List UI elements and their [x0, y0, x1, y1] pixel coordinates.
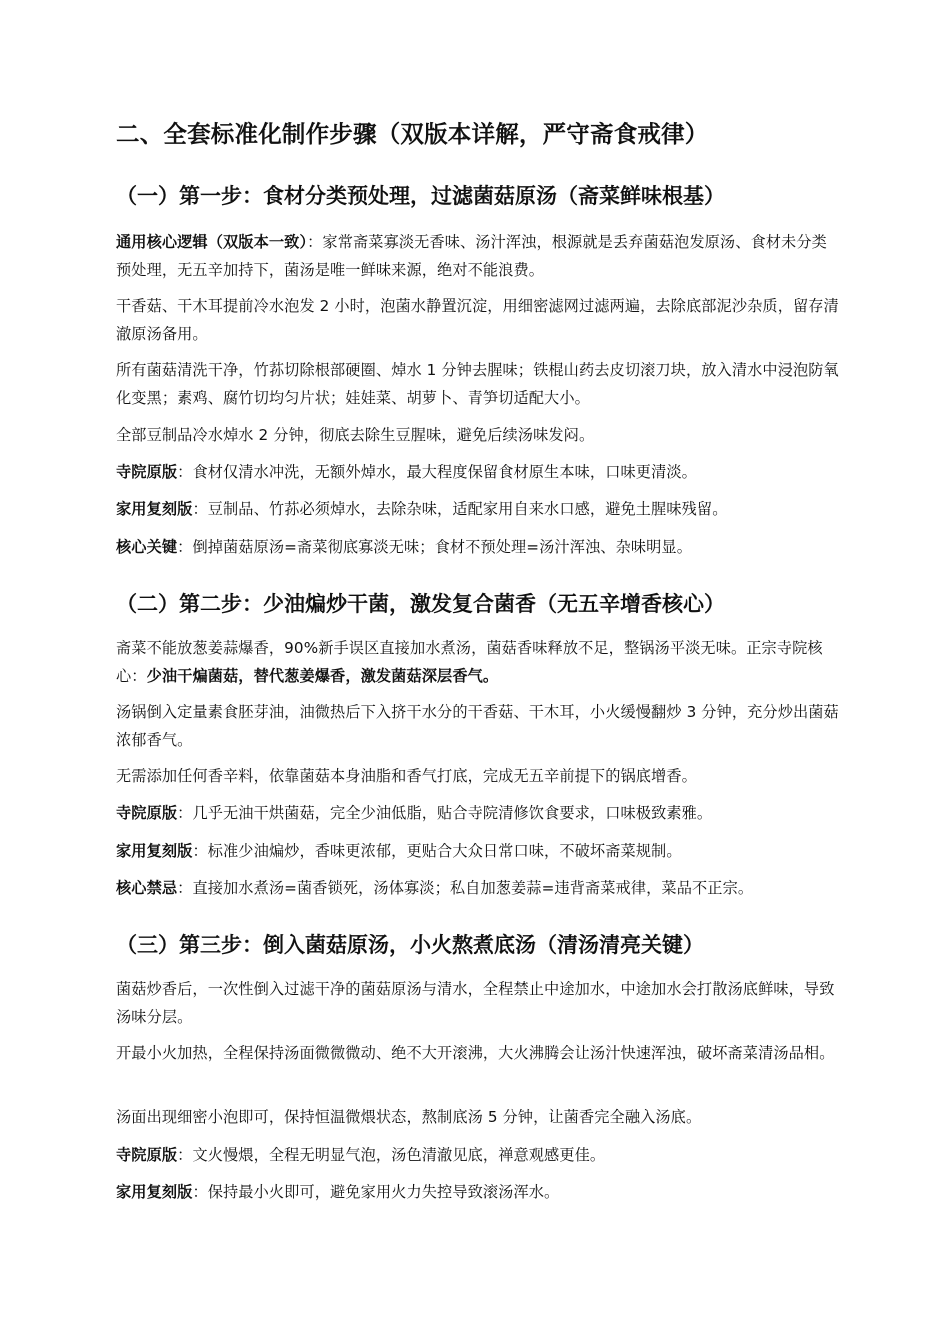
step2-paragraph-noseasoning: 无需添加任何香辛料，依靠菌菇本身油脂和香气打底，完成无五辛前提下的锅底增香。 [116, 767, 697, 785]
step3-temple-version [116, 1141, 842, 1169]
step1-paragraph-soak: 干香菇、干木耳提前冷水泡发 2 小时，泡菌水静置沉淀，用细密滤网过滤两遍，去除底部泥沙杂质，留存清澈原汤备用。 [116, 297, 839, 343]
temple-version-label: 寺院原版 [116, 1146, 178, 1164]
step2-home-version [116, 837, 842, 865]
step3-paragraph-pour: 菌菇炒香后，一次性倒入过滤干净的菌菇原汤与清水，全程禁止中途加水，中途加水会打散汤底鲜味，导致汤味分层。 [116, 980, 835, 1026]
step2-temple-version [116, 799, 842, 827]
home-version-label: 家用复刻版 [116, 1183, 193, 1201]
taboo-label: 核心禁忌 [116, 879, 178, 897]
temple-version-text: ：几乎无油干烘菌菇，完全少油低脂，贴合寺院清修饮食要求，口味极致素雅。 [177, 804, 713, 822]
step1-paragraph-blanch: 全部豆制品冷水焯水 2 分钟，彻底去除生豆腥味，避免后续汤味发闷。 [116, 426, 595, 444]
temple-version-label: 寺院原版 [116, 463, 178, 481]
home-version-text: ：保持最小火即可，避免家用火力失控导致滚汤浑水。 [192, 1183, 560, 1201]
step1-home-version [116, 495, 842, 523]
temple-version-label: 寺院原版 [116, 804, 178, 822]
step2-intro-text: 斋菜不能放葱姜蒜爆香，90%新手误区直接加水煮汤，菌菇香味释放不足，整锅汤平淡无味。正宗寺院核心： [116, 639, 823, 685]
home-version-text: ：标准少油煸炒，香味更浓郁，更贴合大众日常口味，不破坏斋菜规制。 [192, 842, 682, 860]
step3-home-version [116, 1178, 842, 1206]
key-point-label: 核心关键 [116, 538, 178, 556]
step3-heading: （三）第三步：倒入菌菇原汤，小火熬煮底汤（清汤清亮关键） [116, 933, 704, 957]
step1-logic-label: 通用核心逻辑（双版本一致） [116, 233, 308, 251]
step1-paragraph-logic [116, 228, 842, 284]
step2-intro-bold: 少油干煸菌菇，替代葱姜爆香，激发菌菇深层香气。 [146, 667, 499, 685]
step2-heading: （二）第二步：少油煸炒干菌，激发复合菌香（无五辛增香核心） [116, 592, 725, 616]
home-version-text: ：豆制品、竹荪必须焯水，去除杂味，适配家用自来水口感，避免土腥味残留。 [192, 500, 728, 518]
step1-logic-text: ：家常斋菜寡淡无香味、汤汁浑浊，根源就是丢弃菌菇泡发原汤、食材未分类预处理，无五辛加持下，菌汤是唯一鲜味来源，绝对不能浪费。 [116, 233, 827, 279]
step2-paragraph-intro [116, 634, 842, 690]
home-version-label: 家用复刻版 [116, 500, 193, 518]
temple-version-text: ：文火慢煨，全程无明显气泡，汤色清澈见底，禅意观感更佳。 [177, 1146, 606, 1164]
step1-key-point [116, 533, 842, 561]
step3-paragraph-lowheat: 开最小火加热，全程保持汤面微微微动、绝不大开滚沸，大火沸腾会让汤汁快速浑浊，破坏斋菜清汤品相。 [116, 1044, 835, 1062]
home-version-label: 家用复刻版 [116, 842, 193, 860]
step2-paragraph-stirfry: 汤锅倒入定量素食胚芽油，油微热后下入挤干水分的干香菇、干木耳，小火缓慢翻炒 3 分钟，充分炒出菌菇浓郁香气。 [116, 703, 839, 749]
step1-temple-version [116, 458, 842, 486]
key-point-text: ：倒掉菌菇原汤=斋菜彻底寡淡无味；食材不预处理=汤汁浑浊、杂味明显。 [177, 538, 693, 556]
step2-taboo [116, 874, 842, 902]
step1-heading: （一）第一步：食材分类预处理，过滤菌菇原汤（斋菜鲜味根基） [116, 184, 725, 208]
taboo-text: ：直接加水煮汤=菌香锁死，汤体寡淡；私自加葱姜蒜=违背斋菜戒律，菜品不正宗。 [177, 879, 754, 897]
temple-version-text: ：食材仅清水冲洗，无额外焯水，最大程度保留食材原生本味，口味更清淡。 [177, 463, 697, 481]
step1-paragraph-clean: 所有菌菇清洗干净，竹荪切除根部硬圈、焯水 1 分钟去腥味；铁棍山药去皮切滚刀块，放入清水中浸泡防氧化变黑；素鸡、腐竹切均匀片状；娃娃菜、胡萝卜、青笋切适配大小。 [116, 361, 839, 407]
step3-paragraph-simmer: 汤面出现细密小泡即可，保持恒温微煨状态，熬制底汤 5 分钟，让菌香完全融入汤底。 [116, 1108, 702, 1126]
section-heading: 二、全套标准化制作步骤（双版本详解，严守斋食戒律） [116, 120, 709, 148]
